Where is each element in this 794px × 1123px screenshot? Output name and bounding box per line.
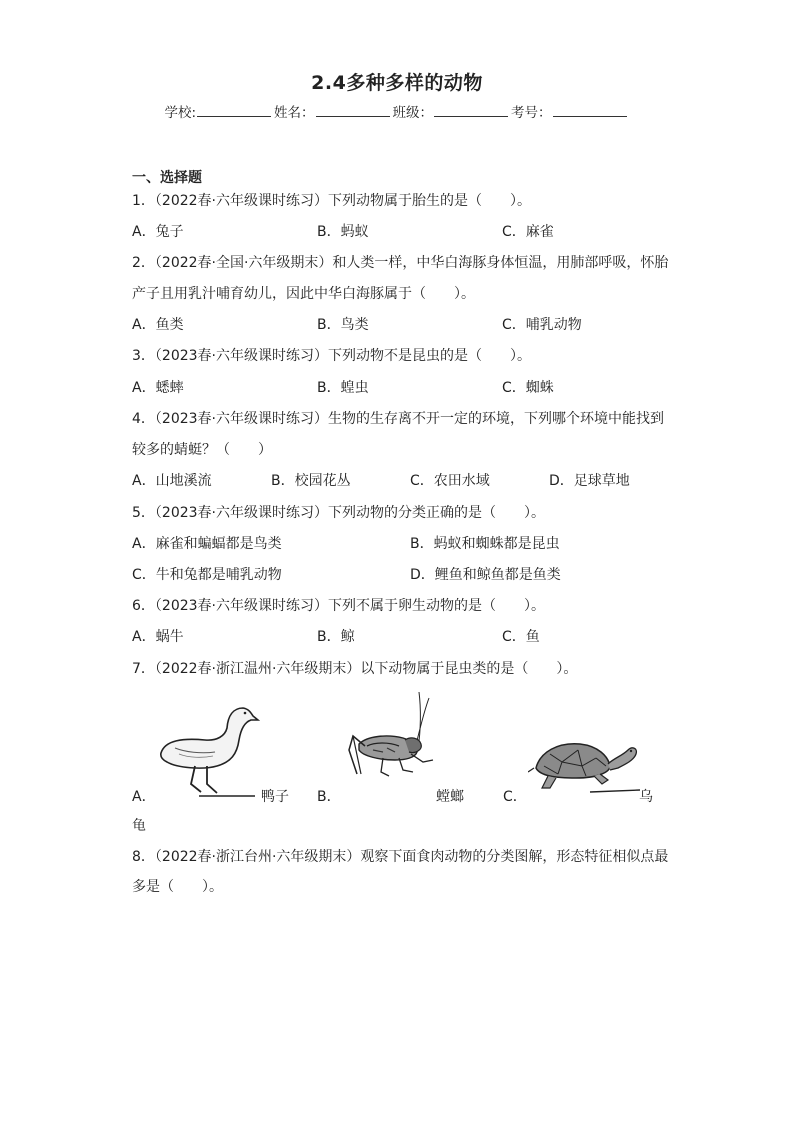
q4-option-c[interactable]: C．农田水域 bbox=[410, 473, 490, 489]
q7-mantis-label: 螳螂 bbox=[436, 789, 464, 805]
q2-option-a[interactable]: A．鱼类 bbox=[132, 317, 184, 333]
name-label: 姓名： bbox=[274, 105, 315, 121]
grasshopper-icon[interactable] bbox=[343, 690, 438, 780]
question-4-line-1: 4．（2023春·六年级课时练习）生物的生存离不开一定的环境，下列哪个环境中能找到 bbox=[132, 411, 664, 427]
q6-option-b[interactable]: B．鲸 bbox=[317, 629, 355, 645]
number-blank[interactable] bbox=[553, 104, 627, 117]
q3-option-c[interactable]: C．蜘蛛 bbox=[502, 380, 554, 396]
q5-option-b[interactable]: B．蚂蚁和蜘蛛都是昆虫 bbox=[410, 536, 560, 552]
q7-option-b[interactable]: B． bbox=[317, 789, 341, 805]
q5-option-a[interactable]: A．麻雀和蝙蝠都是鸟类 bbox=[132, 536, 282, 552]
q4-option-a[interactable]: A．山地溪流 bbox=[132, 473, 212, 489]
q7-turtle-label-part1: 乌 bbox=[639, 789, 653, 805]
question-3: 3．（2023春·六年级课时练习）下列动物不是昆虫的是（ ）。 bbox=[132, 348, 531, 364]
q3-option-a[interactable]: A．蟋蟀 bbox=[132, 380, 184, 396]
name-blank[interactable] bbox=[316, 104, 390, 117]
question-1: 1．（2022春·六年级课时练习）下列动物属于胎生的是（ ）。 bbox=[132, 193, 531, 209]
number-label: 考号： bbox=[511, 105, 552, 121]
question-7: 7．（2022春·浙江温州·六年级期末）以下动物属于昆虫类的是（ ）。 bbox=[132, 661, 578, 677]
q6-option-c[interactable]: C．鱼 bbox=[502, 629, 540, 645]
class-blank[interactable] bbox=[434, 104, 508, 117]
q7-option-c[interactable]: C． bbox=[503, 789, 527, 805]
q3-option-b[interactable]: B．蝗虫 bbox=[317, 380, 369, 396]
q4-option-b[interactable]: B．校园花丛 bbox=[271, 473, 351, 489]
q1-option-c[interactable]: C．麻雀 bbox=[502, 224, 554, 240]
q4-option-d[interactable]: D．足球草地 bbox=[549, 473, 630, 489]
question-8-line-2: 多是（ ）。 bbox=[132, 879, 223, 895]
section-title: 一、选择题 bbox=[132, 170, 202, 186]
student-info-row bbox=[0, 101, 794, 121]
q6-option-a[interactable]: A．蜗牛 bbox=[132, 629, 184, 645]
class-label: 班级： bbox=[392, 105, 434, 121]
page-title: 2.4多种多样的动物 bbox=[311, 72, 483, 94]
q2-option-b[interactable]: B．鸟类 bbox=[317, 317, 369, 333]
question-2-line-1: 2．（2022春·全国·六年级期末）和人类一样，中华白海豚身体恒温，用肺部呼吸，怀胎 bbox=[132, 255, 669, 271]
question-4-line-2: 较多的蜻蜓？（ ） bbox=[132, 442, 272, 458]
q5-option-c[interactable]: C．牛和兔都是哺乳动物 bbox=[132, 567, 282, 583]
duck-icon[interactable] bbox=[155, 700, 260, 800]
q1-option-b[interactable]: B．蚂蚁 bbox=[317, 224, 369, 240]
question-6: 6．（2023春·六年级课时练习）下列不属于卵生动物的是（ ）。 bbox=[132, 598, 545, 614]
school-blank[interactable] bbox=[197, 104, 271, 117]
q2-option-c[interactable]: C．哺乳动物 bbox=[502, 317, 582, 333]
question-2-line-2: 产子且用乳汁哺育幼儿，因此中华白海豚属于（ ）。 bbox=[132, 286, 475, 302]
school-label: 学校: bbox=[164, 105, 197, 121]
q1-option-a[interactable]: A．兔子 bbox=[132, 224, 184, 240]
q7-duck-label: 鸭子 bbox=[261, 789, 289, 805]
turtle-icon[interactable] bbox=[528, 738, 640, 800]
question-8-line-1: 8．（2022春·浙江台州·六年级期末）观察下面食肉动物的分类图解，形态特征相似点最 bbox=[132, 849, 669, 865]
q7-turtle-label-part2: 龟 bbox=[132, 818, 146, 834]
q5-option-d[interactable]: D．鲤鱼和鲸鱼都是鱼类 bbox=[410, 567, 561, 583]
q7-option-a[interactable]: A． bbox=[132, 789, 156, 805]
question-5: 5．（2023春·六年级课时练习）下列动物的分类正确的是（ ）。 bbox=[132, 505, 545, 521]
